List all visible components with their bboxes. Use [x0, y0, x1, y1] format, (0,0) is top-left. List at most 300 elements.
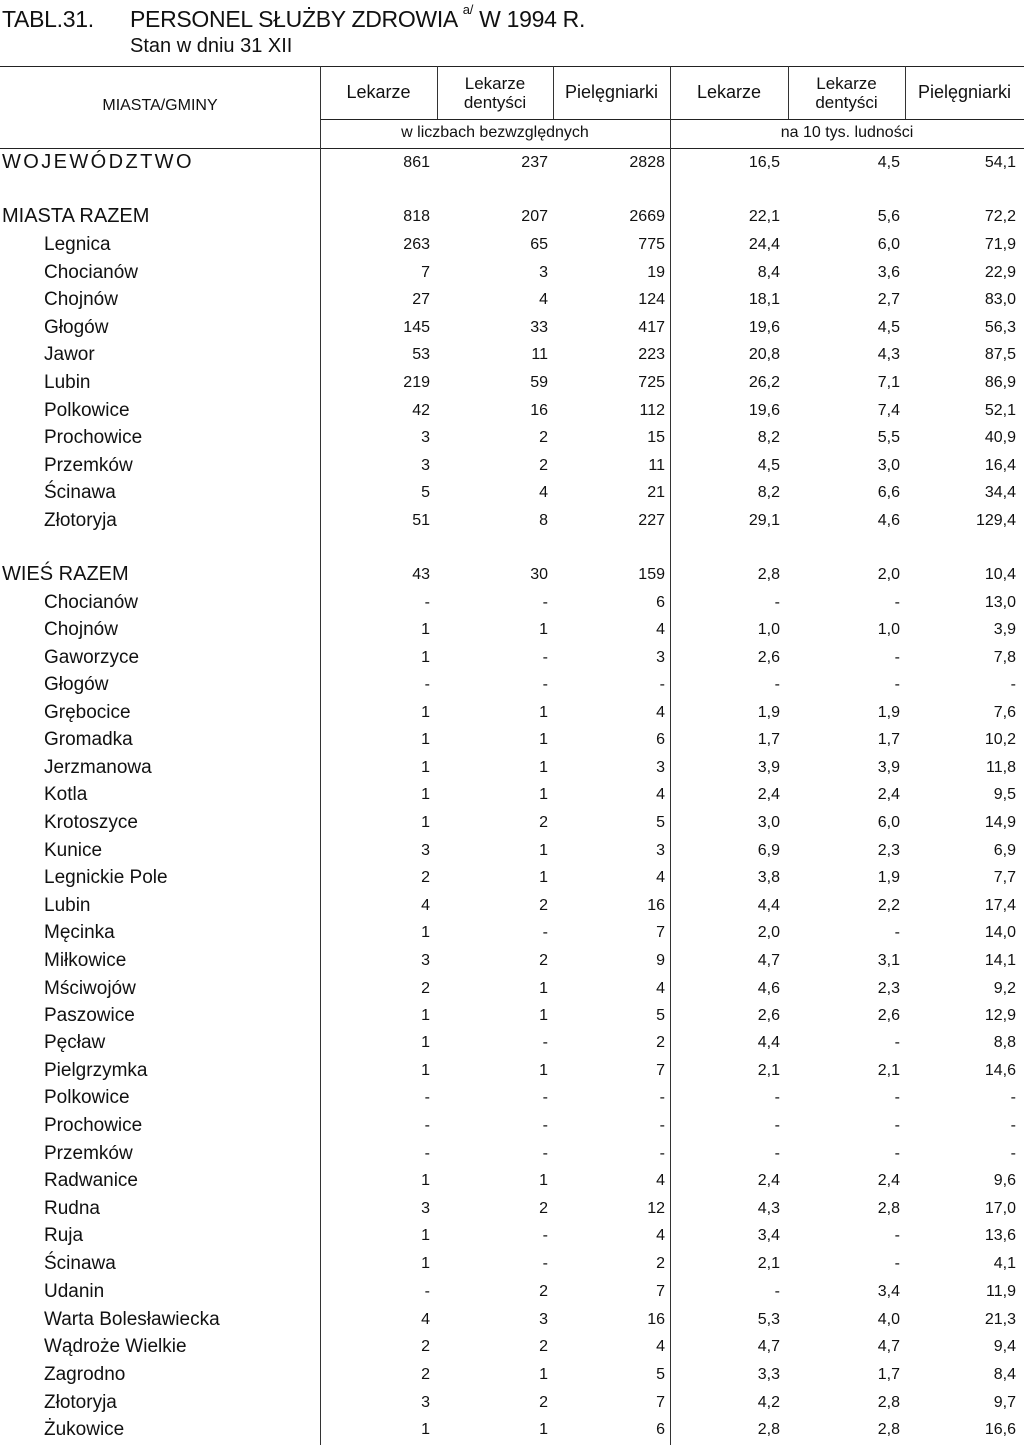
cell-value: -: [774, 676, 780, 693]
table-row: [0, 286, 1024, 313]
cell-value: 6,0: [877, 814, 900, 831]
cell-value: -: [894, 649, 900, 666]
row-name: Wądroże Wielkie: [44, 1336, 187, 1357]
cell-value: 8,4: [757, 264, 780, 281]
table-row: [0, 507, 1024, 534]
table-row: [0, 452, 1024, 479]
cell-value: 4,6: [877, 512, 900, 529]
cell-value: 6,0: [877, 236, 900, 253]
cell-value: 7,8: [993, 649, 1016, 666]
cell-value: 4,7: [877, 1338, 900, 1355]
cell-value: 7: [421, 264, 430, 281]
cell-value: 3: [539, 264, 548, 281]
cell-value: 3: [421, 457, 430, 474]
table-row: [0, 1333, 1024, 1360]
cell-value: 2,7: [877, 291, 900, 308]
cell-value: 4: [539, 484, 548, 501]
cell-value: 53: [412, 346, 430, 363]
table-row: [0, 1029, 1024, 1056]
cell-value: 12: [647, 1200, 665, 1217]
table-row: [0, 754, 1024, 781]
table-row: [0, 1278, 1024, 1305]
cell-value: 17,4: [984, 897, 1016, 914]
table-row: [0, 369, 1024, 396]
cell-value: 24,4: [748, 236, 780, 253]
row-name: Męcinka: [44, 922, 115, 943]
cell-value: -: [424, 594, 430, 611]
cell-value: 5,6: [877, 208, 900, 225]
cell-value: -: [894, 1255, 900, 1272]
cell-value: -: [542, 1089, 548, 1106]
cell-value: -: [659, 676, 665, 693]
cell-value: 1: [421, 1034, 430, 1051]
cell-value: 6: [656, 594, 665, 611]
cell-value: 3,4: [877, 1283, 900, 1300]
cell-value: 1,9: [877, 704, 900, 721]
row-name: Polkowice: [44, 1087, 130, 1108]
row-name: Prochowice: [44, 1115, 143, 1136]
table-row: [0, 1002, 1024, 1029]
cell-value: 1: [421, 786, 430, 803]
cell-value: -: [659, 1117, 665, 1134]
cell-value: 2: [539, 814, 548, 831]
cell-value: 4: [421, 897, 430, 914]
cell-value: 2: [421, 1338, 430, 1355]
cell-value: -: [659, 1089, 665, 1106]
cell-value: 2: [421, 1366, 430, 1383]
cell-value: 1: [421, 814, 430, 831]
cell-value: 11,9: [986, 1283, 1016, 1300]
cell-value: 14,1: [984, 952, 1016, 969]
cell-value: 3: [421, 1200, 430, 1217]
table-group-row: [0, 149, 1024, 176]
cell-value: -: [1010, 1145, 1016, 1162]
cell-value: 65: [530, 236, 548, 253]
cell-value: 7,7: [993, 869, 1016, 886]
table-row: [0, 1389, 1024, 1416]
cell-value: 4: [656, 786, 665, 803]
cell-value: 4,0: [877, 1311, 900, 1328]
cell-value: 6,9: [993, 842, 1016, 859]
row-name: Chocianów: [44, 262, 138, 283]
cell-value: 10,2: [984, 731, 1016, 748]
cell-value: 21: [647, 484, 665, 501]
cell-value: 9: [656, 952, 665, 969]
cell-value: 1: [539, 1421, 548, 1438]
header-top-rule: [0, 66, 1024, 67]
cell-value: -: [894, 1145, 900, 1162]
cell-value: 4: [656, 1172, 665, 1189]
cell-value: 72,2: [984, 208, 1016, 225]
table-row: [0, 671, 1024, 698]
table-row: [0, 892, 1024, 919]
row-name: Żukowice: [44, 1419, 125, 1440]
cell-value: 2,1: [757, 1255, 780, 1272]
cell-value: 17,0: [984, 1200, 1016, 1217]
cell-value: 3: [539, 1311, 548, 1328]
cell-value: 16: [647, 897, 665, 914]
cell-value: 263: [403, 236, 430, 253]
row-name: Ścinawa: [44, 482, 116, 503]
table-row: [0, 1140, 1024, 1167]
cell-value: 71,9: [984, 236, 1016, 253]
cell-value: 3,9: [993, 621, 1016, 638]
cell-value: 20,8: [748, 346, 780, 363]
cell-value: 8,4: [993, 1366, 1016, 1383]
cell-value: 2: [656, 1255, 665, 1272]
row-name: Miłkowice: [44, 950, 127, 971]
cell-value: 1: [539, 980, 548, 997]
cell-value: 16: [530, 402, 548, 419]
cell-value: 3: [421, 1394, 430, 1411]
cell-value: 6: [656, 1421, 665, 1438]
cell-value: 145: [403, 319, 430, 336]
row-name: Warta Bolesławiecka: [44, 1309, 220, 1330]
cell-value: 3: [656, 759, 665, 776]
cell-value: 2,2: [877, 897, 900, 914]
cell-value: 775: [638, 236, 665, 253]
cell-value: 4,1: [993, 1255, 1016, 1272]
cell-value: 14,9: [984, 814, 1016, 831]
cell-value: 112: [639, 402, 665, 419]
cell-value: 18,1: [748, 291, 780, 308]
cell-value: 861: [403, 154, 430, 171]
cell-value: 2,0: [757, 924, 780, 941]
cell-value: 13,0: [984, 594, 1016, 611]
cell-value: 1,7: [877, 731, 900, 748]
table-row: [0, 837, 1024, 864]
cell-value: 2,8: [877, 1394, 900, 1411]
cell-value: 3: [421, 952, 430, 969]
cell-value: 16: [647, 1311, 665, 1328]
cell-value: -: [1010, 1089, 1016, 1106]
cell-value: -: [894, 1034, 900, 1051]
cell-value: 124: [638, 291, 665, 308]
table-row: [0, 947, 1024, 974]
cell-value: 51: [412, 512, 430, 529]
cell-value: 1: [421, 1255, 430, 1272]
cell-value: 1: [539, 786, 548, 803]
cell-value: 7,6: [993, 704, 1016, 721]
col-header-dentists: Lekarze dentyści: [463, 74, 527, 112]
cell-value: 33: [530, 319, 548, 336]
cell-value: 2: [539, 1338, 548, 1355]
cell-value: 2,8: [877, 1200, 900, 1217]
cell-value: 30: [530, 566, 548, 583]
row-name: Głogów: [44, 317, 109, 338]
row-name: Krotoszyce: [44, 812, 138, 833]
cell-value: 22,9: [984, 264, 1016, 281]
cell-value: 2,4: [877, 786, 900, 803]
row-name: Chojnów: [44, 289, 118, 310]
cell-value: -: [424, 1089, 430, 1106]
cell-value: 1: [539, 869, 548, 886]
row-name: Pęcław: [44, 1032, 106, 1053]
cell-value: 1,9: [877, 869, 900, 886]
table-row: [0, 809, 1024, 836]
cell-value: 2,4: [877, 1172, 900, 1189]
cell-value: 5: [656, 1366, 665, 1383]
cell-value: 16,5: [748, 154, 780, 171]
cell-value: 1,9: [757, 704, 780, 721]
group-header-per10k: na 10 tys. ludności: [780, 124, 914, 141]
table-row: [0, 259, 1024, 286]
cell-value: 7,4: [877, 402, 900, 419]
cell-value: 4: [656, 1338, 665, 1355]
table-row: [0, 1250, 1024, 1277]
cell-value: 9,5: [993, 786, 1016, 803]
table-group-row: [0, 561, 1024, 588]
table-row: [0, 1306, 1024, 1333]
cell-value: -: [542, 1255, 548, 1272]
table-label: TABL.31.: [2, 6, 94, 32]
cell-value: 9,4: [993, 1338, 1016, 1355]
cell-value: 2: [421, 980, 430, 997]
title-tail: W 1994 R.: [479, 6, 586, 32]
table-row: [0, 1361, 1024, 1388]
cell-value: 3: [421, 429, 430, 446]
cell-value: 1: [421, 924, 430, 941]
cell-value: 1: [539, 759, 548, 776]
cell-value: 2,3: [877, 842, 900, 859]
col-header-nurses: Pielęgniarki: [564, 82, 659, 102]
table-row: [0, 424, 1024, 451]
row-name: Paszowice: [44, 1005, 135, 1026]
cell-value: 34,4: [984, 484, 1016, 501]
cell-value: -: [542, 676, 548, 693]
header-mid-rule: [320, 119, 1024, 120]
col-header-dentists-per10k: Lekarze dentyści: [815, 74, 878, 112]
cell-value: -: [424, 1117, 430, 1134]
cell-value: 2: [539, 1283, 548, 1300]
cell-value: 2: [539, 1200, 548, 1217]
cell-value: 2,8: [877, 1421, 900, 1438]
row-name: WOJEWÓDZTWO: [2, 151, 194, 173]
row-name: Prochowice: [44, 427, 143, 448]
cell-value: -: [774, 1089, 780, 1106]
cell-value: 19: [647, 264, 665, 281]
cell-value: 1: [421, 649, 430, 666]
cell-value: 4,5: [757, 457, 780, 474]
cell-value: 4: [656, 869, 665, 886]
row-name: MIASTA RAZEM: [2, 205, 150, 227]
cell-value: 4,4: [757, 1034, 780, 1051]
cell-value: 1: [539, 1172, 548, 1189]
cell-value: 83,0: [984, 291, 1016, 308]
cell-value: 2: [539, 429, 548, 446]
row-name: Przemków: [44, 1143, 133, 1164]
table-row: [0, 864, 1024, 891]
cell-value: 5,5: [877, 429, 900, 446]
cell-value: 59: [530, 374, 548, 391]
cell-value: 11: [648, 457, 665, 474]
table-row: [0, 341, 1024, 368]
table-row: [0, 781, 1024, 808]
row-name: Zagrodno: [44, 1364, 126, 1385]
cell-value: 27: [412, 291, 430, 308]
row-name: Udanin: [44, 1281, 105, 1302]
cell-value: 54,1: [984, 154, 1016, 171]
table-row: [0, 479, 1024, 506]
cell-value: 86,9: [984, 374, 1016, 391]
cell-value: -: [894, 1089, 900, 1106]
row-name: Kunice: [44, 840, 103, 861]
cell-value: 3,0: [757, 814, 780, 831]
cell-value: 3,3: [757, 1366, 780, 1383]
cell-value: -: [424, 676, 430, 693]
cell-value: 26,2: [748, 374, 780, 391]
cell-value: 4,6: [757, 980, 780, 997]
cell-value: -: [894, 1227, 900, 1244]
cell-value: -: [774, 1117, 780, 1134]
cell-value: 13,6: [984, 1227, 1016, 1244]
cell-value: 129,4: [975, 512, 1016, 529]
cell-value: 2,1: [877, 1062, 900, 1079]
cell-value: 4: [421, 1311, 430, 1328]
cell-value: 2,4: [757, 786, 780, 803]
cell-value: 4: [539, 291, 548, 308]
cell-value: 4,4: [757, 897, 780, 914]
cell-value: 87,5: [984, 346, 1016, 363]
cell-value: 16,6: [984, 1421, 1016, 1438]
table-row: [0, 1222, 1024, 1249]
cell-value: 159: [638, 566, 665, 583]
row-name: Przemków: [44, 455, 133, 476]
table-row: [0, 231, 1024, 258]
row-name: Radwanice: [44, 1170, 138, 1191]
table-row: [0, 919, 1024, 946]
cell-value: 5,3: [757, 1311, 780, 1328]
cell-value: 2,0: [877, 566, 900, 583]
cell-value: 29,1: [748, 512, 780, 529]
cell-value: 2,6: [757, 649, 780, 666]
cell-value: 1: [539, 704, 548, 721]
cell-value: 4,5: [877, 319, 900, 336]
cell-value: 4,7: [757, 1338, 780, 1355]
cell-value: 2,6: [877, 1007, 900, 1024]
row-name: Złotoryja: [44, 1392, 117, 1413]
cell-value: -: [424, 1283, 430, 1300]
cell-value: 42: [412, 402, 430, 419]
cell-value: 5: [656, 1007, 665, 1024]
cell-value: -: [774, 594, 780, 611]
cell-value: -: [894, 594, 900, 611]
cell-value: 11,8: [986, 759, 1016, 776]
col-header-nurses-per10k: Pielęgniarki: [917, 82, 1012, 102]
cell-value: 9,7: [993, 1394, 1016, 1411]
cell-value: 3,6: [877, 264, 900, 281]
row-name: WIEŚ RAZEM: [2, 563, 129, 585]
cell-value: 15: [647, 429, 665, 446]
cell-value: 14,6: [984, 1062, 1016, 1079]
cell-value: 227: [638, 512, 665, 529]
cell-value: 6,9: [757, 842, 780, 859]
row-name: Lubin: [44, 372, 91, 393]
table-row: [0, 1057, 1024, 1084]
cell-value: 8,2: [757, 484, 780, 501]
cell-value: 1,7: [877, 1366, 900, 1383]
cell-value: -: [542, 1227, 548, 1244]
cell-value: 2669: [629, 208, 665, 225]
cell-value: 7: [656, 1394, 665, 1411]
cell-value: 5: [656, 814, 665, 831]
cell-value: 2,4: [757, 1172, 780, 1189]
cell-value: 1: [539, 1062, 548, 1079]
table-row: [0, 397, 1024, 424]
cell-value: 1: [539, 1007, 548, 1024]
table-row: [0, 644, 1024, 671]
cell-value: 1,0: [757, 621, 780, 638]
cell-value: -: [894, 676, 900, 693]
table-title: [2, 2, 586, 33]
row-name: Kotla: [44, 784, 88, 805]
cell-value: 1: [539, 621, 548, 638]
table-row: [0, 1112, 1024, 1139]
cell-value: -: [424, 1145, 430, 1162]
cell-value: 1: [421, 1227, 430, 1244]
cell-value: 2: [539, 1394, 548, 1411]
col-header-doctors-per10k: Lekarze: [696, 82, 762, 102]
cell-value: 8: [539, 512, 548, 529]
cell-value: -: [774, 1145, 780, 1162]
row-name: Polkowice: [44, 400, 130, 421]
cell-value: -: [1010, 676, 1016, 693]
cell-value: 40,9: [984, 429, 1016, 446]
cell-value: 2,8: [757, 1421, 780, 1438]
row-name: Pielgrzymka: [44, 1060, 148, 1081]
row-name: Mściwojów: [44, 978, 136, 999]
table-row: [0, 1084, 1024, 1111]
cell-value: -: [1010, 1117, 1016, 1134]
cell-value: 1: [421, 759, 430, 776]
cell-value: 2: [421, 869, 430, 886]
row-name: Jawor: [44, 344, 95, 365]
cell-value: 1,7: [757, 731, 780, 748]
table-subtitle: Stan w dniu 31 XII: [130, 35, 293, 57]
cell-value: 818: [403, 208, 430, 225]
cell-value: 1: [539, 1366, 548, 1383]
cell-value: 1: [421, 1062, 430, 1079]
table-row: [0, 616, 1024, 643]
row-name: Grębocice: [44, 702, 131, 723]
cell-value: -: [542, 1034, 548, 1051]
table-row: [0, 314, 1024, 341]
table-row: [0, 589, 1024, 616]
cell-value: 1: [421, 1421, 430, 1438]
cell-value: 3: [656, 842, 665, 859]
cell-value: 5: [421, 484, 430, 501]
cell-value: 2: [656, 1034, 665, 1051]
cell-value: 417: [638, 319, 665, 336]
cell-value: 237: [521, 154, 548, 171]
row-name: Rudna: [44, 1198, 100, 1219]
cell-value: 1: [421, 621, 430, 638]
table-row: [0, 1416, 1024, 1443]
cell-value: 1,0: [877, 621, 900, 638]
cell-value: -: [542, 1145, 548, 1162]
cell-value: 2: [539, 457, 548, 474]
cell-value: -: [542, 649, 548, 666]
cell-value: 3,0: [877, 457, 900, 474]
cell-value: 219: [403, 374, 430, 391]
cell-value: 2828: [629, 154, 665, 171]
cell-value: 4,3: [757, 1200, 780, 1217]
cell-value: 8,8: [993, 1034, 1016, 1051]
row-name: Chocianów: [44, 592, 138, 613]
cell-value: 4,5: [877, 154, 900, 171]
cell-value: 4,3: [877, 346, 900, 363]
row-name: Ścinawa: [44, 1253, 116, 1274]
